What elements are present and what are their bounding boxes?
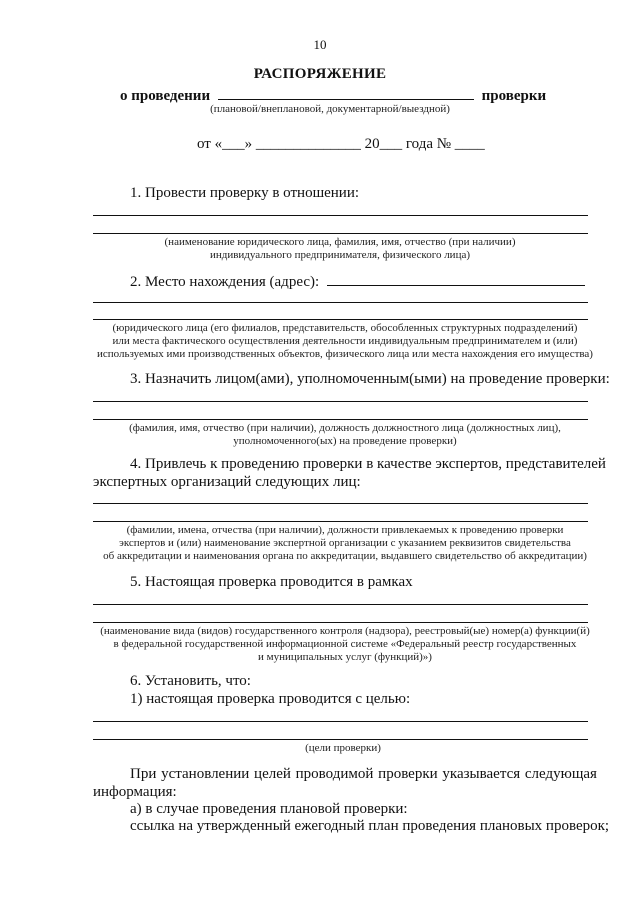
hint-line: или места фактического осуществления деятельности индивидуальным предпринимателем и (или)	[112, 335, 578, 347]
hint-line: (фамилия, имя, отчество (при наличии), должность должностного лица (должностных лиц),	[129, 422, 561, 434]
section-4-text-line1: 4. Привлечь к проведению проверки в качестве экспертов, представителей	[130, 456, 606, 472]
section-4-hint	[0, 524, 640, 563]
section-5-hint	[0, 625, 640, 664]
hint-line: (наименование вида (видов) государственного контроля (надзора), реестровый(ые) номер(а) функции(й)	[100, 625, 590, 637]
section-2-row	[130, 273, 585, 291]
page-number: 10	[313, 37, 327, 52]
section-3-hint	[0, 422, 640, 448]
hint-line: (наименование юридического лица, фамилия, имя, отчество (при наличии)	[164, 236, 516, 248]
section-2-hint	[0, 322, 640, 361]
hint-line: используемых ими производственных объектов, физического лица или места нахождения его имущества)	[97, 348, 593, 360]
hint-line: индивидуального предпринимателя, физического лица)	[209, 249, 471, 261]
fill-line	[93, 721, 588, 722]
fill-line	[93, 739, 588, 740]
hint-line: (фамилии, имена, отчества (при наличии), должности привлекаемых к проведению проверки	[126, 524, 564, 536]
fill-line	[93, 503, 588, 504]
fill-line	[93, 604, 588, 605]
fill-line	[93, 521, 588, 522]
address-blank	[327, 273, 585, 286]
section-6-hint: (цели проверки)	[305, 742, 381, 754]
hint-line: (юридического лица (его филиалов, представительств, обособленных структурных подразделений)	[112, 322, 578, 334]
fill-line	[93, 401, 588, 402]
subtitle-prefix: о проведении	[120, 88, 211, 104]
fill-line	[93, 319, 588, 320]
closing-line-4: ссылка на утвержденный ежегодный план проведения плановых проверок;	[130, 818, 610, 834]
closing-line-3: а) в случае проведения плановой проверки:	[130, 801, 408, 817]
hint-line: экспертов и (или) наименование экспертной организации с указанием реквизитов свидетельства	[119, 537, 571, 549]
section-1-hint	[0, 236, 640, 262]
section-6-item-1: 1) настоящая проверка проводится с целью:	[130, 691, 411, 707]
hint-line: об аккредитации и наименования органа по аккредитации, выдавшего свидетельство об аккредитации)	[103, 550, 587, 562]
section-1-text: 1. Провести проверку в отношении:	[130, 185, 360, 201]
hint-line: уполномоченного(ых) на проведение проверки)	[233, 435, 457, 447]
fill-line	[93, 419, 588, 420]
section-3-text: 3. Назначить лицом(ами), уполномоченным(ыми) на проведение проверки:	[130, 371, 610, 387]
document-title: РАСПОРЯЖЕНИЕ	[253, 66, 387, 82]
section-5-text: 5. Настоящая проверка проводится в рамках	[130, 574, 413, 590]
hint-line: и муниципальных услуг (функций)»)	[258, 651, 432, 663]
date-line: от «___» ______________ 20___ года № ____	[197, 136, 485, 152]
section-6-text: 6. Установить, что:	[130, 673, 251, 689]
fill-line	[93, 302, 588, 303]
section-2-text: 2. Место нахождения (адрес):	[130, 274, 320, 290]
section-4-text-line2: экспертных организаций следующих лиц:	[93, 474, 361, 490]
closing-line-2: информация:	[93, 784, 177, 800]
subtitle-suffix: проверки	[481, 88, 547, 104]
hint-line: в федеральной государственной информационной системе «Федеральный реестр государственных	[113, 638, 577, 650]
closing-line-1: При установлении целей проводимой проверки указывается следующая	[130, 766, 597, 782]
fill-line	[93, 215, 588, 216]
subtitle-hint: (плановой/внеплановой, документарной/выездной)	[210, 103, 450, 115]
inspection-type-blank	[218, 87, 474, 100]
fill-line	[93, 622, 588, 623]
fill-line	[93, 233, 588, 234]
